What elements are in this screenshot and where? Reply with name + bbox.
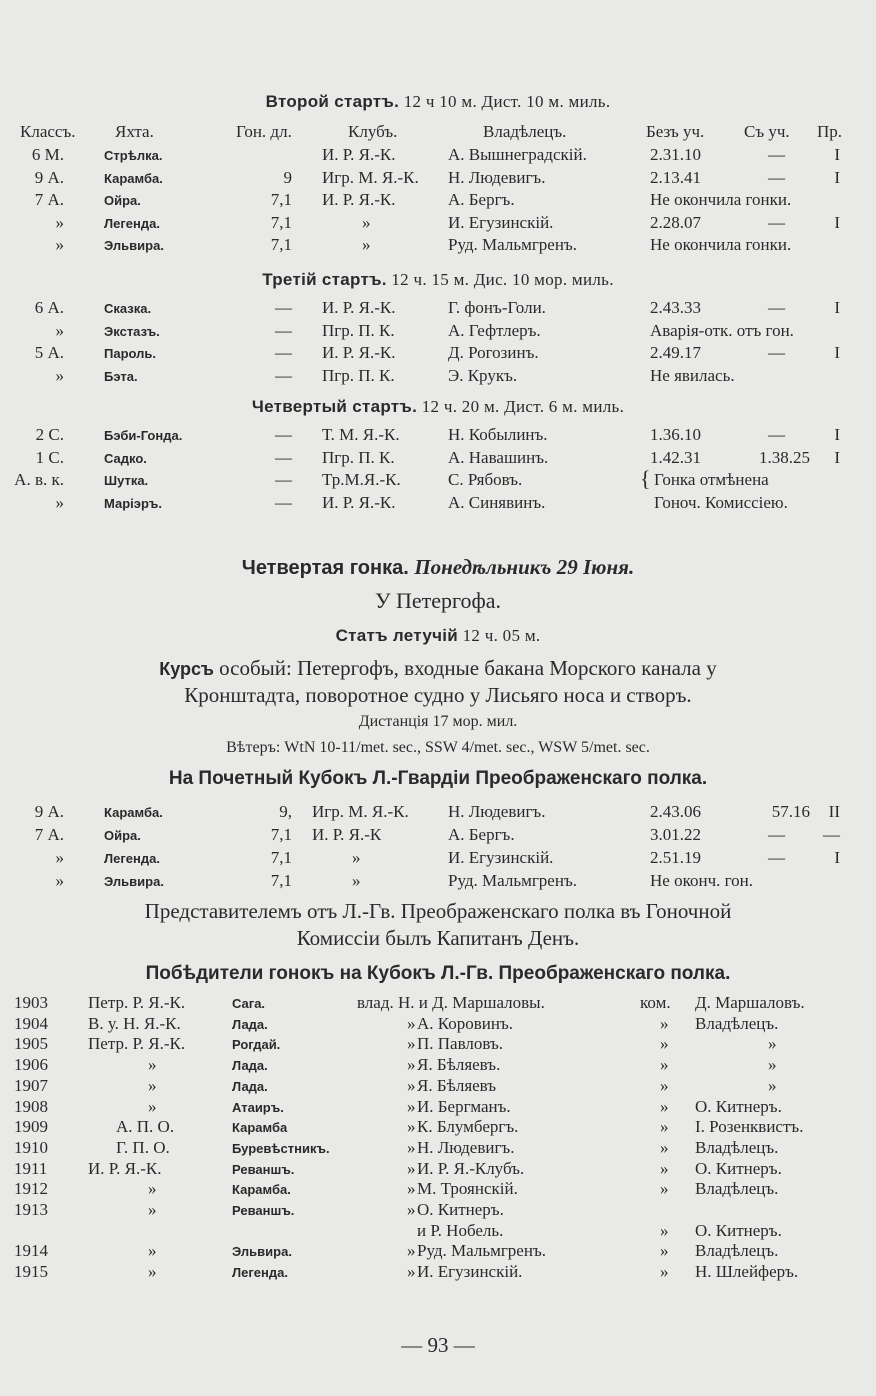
yacht-cell: Легенда.	[104, 215, 160, 231]
wind-conditions: Вѣтеръ: WtN 10-11/met. sec., SSW 4/met. sec., WSW 5/met. sec.	[226, 739, 650, 756]
race-name: Четвертая гонка.	[241, 557, 409, 579]
place-cell: I	[834, 167, 840, 187]
place-cell: —	[823, 825, 840, 844]
col-time-corrected: Съ уч.	[744, 122, 790, 141]
class-cell: 6 А.	[34, 298, 64, 317]
owner-cell: Руд. Мальмгренъ.	[417, 1241, 546, 1261]
fourth-start-details: 12 ч. 20 м. Дист. 6 м. миль.	[417, 397, 625, 416]
winner-row	[0, 1034, 876, 1056]
club-cell: Пгр. П. К.	[322, 365, 395, 385]
club-cell: И. Р. Я.-К.	[322, 298, 396, 317]
ditto-cell: »	[407, 1096, 416, 1116]
owner-cell: Н. и Д. Маршаловы.	[398, 993, 545, 1012]
helm-cell: Владѣлецъ.	[695, 1179, 779, 1199]
time-corrected-cell: —	[768, 425, 785, 444]
time-uncorrected-cell: 2.43.06	[650, 802, 701, 821]
ditto-cell: »	[407, 1013, 416, 1033]
ditto-cell: »	[407, 1200, 416, 1219]
page-number: — 93 —	[401, 1333, 475, 1357]
year-cell: 1906	[14, 1055, 48, 1075]
year-cell: 1908	[14, 1096, 48, 1116]
time-uncorrected-cell: 2.28.07	[650, 212, 701, 232]
winners-title: Побѣдители гонокъ на Кубокъ Л.-Гв. Преображенскаго полка.	[145, 963, 731, 984]
table-row	[0, 466, 876, 492]
class-cell: 5 А.	[34, 343, 64, 362]
class-cell: »	[55, 871, 64, 890]
club-cell: »	[148, 1055, 157, 1075]
winner-row	[0, 1159, 876, 1181]
yacht-cell: Стрѣлка.	[104, 148, 163, 163]
time-uncorrected-cell: 2.13.41	[650, 167, 701, 187]
club-cell: И. Р. Я.-К.	[88, 1158, 162, 1178]
course-label: Курсъ	[159, 659, 214, 679]
time-corrected-cell: —	[768, 825, 785, 844]
ditto-cell: »	[407, 1262, 416, 1282]
yacht-cell: Лада.	[232, 1016, 268, 1032]
club-cell: И. Р. Я.-К	[312, 825, 382, 844]
winner-row	[0, 1055, 876, 1077]
table-row	[0, 493, 876, 515]
yacht-cell: Буревѣстникъ.	[232, 1140, 330, 1156]
winner-row	[0, 1076, 876, 1098]
length-cell: —	[275, 365, 292, 385]
owner-cell: Я. Бѣляевъ.	[417, 1055, 501, 1075]
club-cell: Пгр. П. К.	[322, 320, 395, 340]
ditto-cell: »	[660, 1262, 669, 1282]
year-cell: 1914	[14, 1241, 48, 1261]
year-cell: 1910	[14, 1137, 48, 1157]
start-label: Статъ летучій	[335, 626, 459, 645]
col-club: Клубъ.	[348, 122, 398, 141]
class-cell: »	[55, 235, 64, 254]
course-line-2: Кронштадта, поворотное судно у Лисьяго носа и створъ.	[184, 683, 692, 707]
club-cell: И. Р. Я.-К.	[322, 145, 396, 164]
time-uncorrected-cell: 2.43.33	[650, 298, 701, 317]
year-cell: 1911	[14, 1158, 48, 1178]
table-row	[0, 235, 876, 257]
yacht-cell: Карамба	[232, 1120, 288, 1136]
year-cell: 1907	[14, 1075, 48, 1095]
time-uncorrected-cell: 2.51.19	[650, 848, 701, 867]
ditto-cell: влад.	[357, 993, 394, 1012]
yacht-cell: Эльвира.	[104, 238, 164, 253]
club-cell: »	[148, 1262, 157, 1282]
place-cell: I	[834, 212, 840, 232]
ditto-cell: »	[660, 1075, 669, 1095]
time-uncorrected-cell: Гоноч. Комиссіею.	[654, 492, 788, 512]
length-cell: —	[275, 470, 292, 489]
yacht-cell: Экстазъ.	[104, 323, 160, 339]
owner-cell: И. Егузинскій.	[417, 1262, 523, 1282]
ditto-cell: »	[407, 1055, 416, 1075]
club-cell: Г. П. О.	[116, 1137, 170, 1157]
length-cell: —	[275, 492, 292, 512]
yacht-cell: Легенда.	[104, 851, 160, 866]
time-uncorrected-cell: 1.42.31	[650, 447, 701, 467]
class-cell: 1 С.	[35, 447, 64, 467]
owner-cell: и Р. Нобель.	[417, 1220, 504, 1240]
owner-cell: П. Павловъ.	[417, 1034, 504, 1054]
time-corrected-cell: —	[768, 848, 785, 867]
helm-cell: Д. Маршаловъ.	[695, 993, 805, 1012]
course-line-1	[0, 656, 876, 681]
race-location: У Петергофа.	[374, 588, 502, 613]
club-cell: »	[148, 1075, 157, 1095]
class-cell: 7 А.	[34, 190, 64, 209]
winner-row	[0, 1262, 876, 1284]
time-uncorrected-cell: 1.36.10	[650, 425, 701, 444]
owner-cell: Я. Бѣляевъ	[417, 1075, 497, 1095]
helm-cell: »	[768, 1055, 777, 1075]
yacht-cell: Маріэръ.	[104, 495, 162, 511]
table-row	[0, 145, 876, 167]
committee-note-1: Представителемъ отъ Л.-Гв. Преображенскаго полка въ Гоночной	[144, 899, 732, 923]
time-corrected-cell: 57.16	[771, 802, 810, 821]
time-corrected-cell: 1.38.25	[759, 447, 810, 467]
time-corrected-cell: —	[768, 343, 785, 362]
club-cell: И. Р. Я.-К.	[322, 343, 396, 362]
yacht-cell: Сага.	[232, 996, 266, 1011]
class-cell: А. в. к.	[14, 470, 64, 489]
helm-cell: »	[768, 1034, 777, 1054]
ditto-cell: »	[660, 1158, 669, 1178]
time-corrected-cell: —	[768, 212, 785, 232]
helm-cell: »	[768, 1075, 777, 1095]
class-cell: 2 С.	[35, 425, 64, 444]
class-cell: »	[55, 365, 64, 385]
place-cell: I	[834, 145, 840, 164]
time-corrected-cell: —	[768, 145, 785, 164]
yacht-cell: Ойра.	[104, 193, 141, 208]
place-cell: II	[828, 802, 840, 821]
ditto-cell: »	[407, 1158, 416, 1178]
yacht-cell: Лада.	[232, 1078, 268, 1094]
time-uncorrected-cell: 2.49.17	[650, 343, 701, 362]
club-cell: »	[148, 1096, 157, 1116]
col-place: Пр.	[817, 122, 843, 141]
ditto-cell: »	[660, 1241, 669, 1261]
club-cell: Тр.М.Я.-К.	[322, 470, 401, 489]
ditto-cell: »	[407, 1241, 416, 1261]
owner-cell: И. Р. Я.-Клубъ.	[417, 1158, 525, 1178]
table-row	[0, 825, 876, 847]
owner-cell: А. Вышнеградскій.	[448, 145, 587, 164]
club-cell: »	[352, 871, 361, 890]
committee-note-2: Комиссіи былъ Капитанъ Денъ.	[296, 926, 580, 950]
year-cell: 1903	[14, 993, 48, 1012]
owner-cell: И. Бергманъ.	[417, 1096, 511, 1116]
winner-row	[0, 1097, 876, 1119]
time-corrected-cell: —	[768, 298, 785, 317]
winner-row	[0, 1179, 876, 1201]
yacht-cell: Сказка.	[104, 301, 152, 316]
yacht-cell: Эльвира.	[104, 874, 164, 889]
ditto-cell: »	[407, 1117, 416, 1137]
length-cell: 7,1	[270, 848, 292, 867]
race-distance: Дистанція 17 мор. мил.	[358, 713, 518, 730]
owner-cell: Руд. Мальмгренъ.	[448, 235, 577, 254]
length-cell: 7,1	[270, 825, 292, 844]
winner-row	[0, 1117, 876, 1139]
helm-cell: Владѣлецъ.	[695, 1241, 779, 1261]
class-cell: »	[55, 848, 64, 867]
helm-cell: О. Китнеръ.	[695, 1220, 782, 1240]
winner-row	[0, 1138, 876, 1160]
owner-cell: Н. Кобылинъ.	[448, 425, 548, 444]
table-row	[0, 848, 876, 870]
ditto-cell: »	[660, 1137, 669, 1157]
helm-cell: О. Китнеръ.	[695, 1096, 782, 1116]
class-cell: 9 А.	[34, 167, 64, 187]
brace-decoration: {	[640, 466, 651, 491]
fourth-start-title: Четвертый стартъ.	[251, 397, 418, 416]
ditto-cell: »	[660, 1117, 669, 1137]
owner-cell: Н. Людевигъ.	[448, 167, 546, 187]
club-cell: А. П. О.	[116, 1117, 175, 1137]
start-value: 12 ч. 05 м.	[458, 626, 541, 645]
owner-cell: М. Троянскій.	[417, 1179, 518, 1199]
place-cell: I	[834, 343, 840, 362]
table-row	[0, 321, 876, 343]
race-date: Понедѣльникъ 29 Іюня.	[414, 555, 635, 579]
yacht-cell: Шутка.	[104, 473, 149, 488]
time-uncorrected-cell: Гонка отмѣнена	[654, 470, 769, 489]
time-uncorrected-cell: Не явилась.	[650, 365, 735, 385]
length-cell: —	[275, 343, 292, 362]
winner-row	[0, 1221, 876, 1243]
club-cell: »	[362, 235, 371, 254]
length-cell: —	[275, 425, 292, 444]
time-corrected-cell: —	[768, 167, 785, 187]
yacht-cell: Бэби-Гонда.	[104, 428, 183, 443]
yacht-cell: Атаиръ.	[232, 1099, 284, 1115]
owner-cell: Н. Людевигъ.	[448, 802, 546, 821]
ditto-cell: »	[407, 1034, 416, 1054]
ditto-cell: »	[407, 1075, 416, 1095]
winner-row	[0, 1241, 876, 1263]
club-cell: В. у. Н. Я.-К.	[88, 1013, 181, 1033]
owner-cell: О. Китнеръ.	[417, 1200, 504, 1219]
club-cell: И. Р. Я.-К.	[322, 492, 396, 512]
year-cell: 1912	[14, 1179, 48, 1199]
course-text-1: особый: Петергофъ, входные бакана Морского канала у	[213, 656, 717, 680]
club-cell: И. Р. Я.-К.	[322, 190, 396, 209]
club-cell: Т. М. Я.-К.	[322, 425, 400, 444]
length-cell: 9	[283, 167, 292, 187]
col-class: Классъ.	[20, 122, 76, 141]
place-cell: I	[834, 425, 840, 444]
yacht-cell: Легенда.	[232, 1265, 288, 1281]
length-cell: —	[275, 320, 292, 340]
winner-row	[0, 1014, 876, 1036]
table-row	[0, 343, 876, 365]
club-cell: Игр. М. Я.-К.	[312, 802, 409, 821]
helm-cell: О. Китнеръ.	[695, 1158, 782, 1178]
place-cell: I	[834, 848, 840, 867]
year-cell: 1905	[14, 1034, 48, 1054]
third-start-heading	[0, 270, 876, 290]
owner-cell: А. Бергъ.	[448, 190, 515, 209]
col-time-uncorrected: Безъ уч.	[646, 122, 705, 141]
yacht-cell: Пароль.	[104, 346, 156, 361]
owner-cell: А. Навашинъ.	[448, 447, 549, 467]
club-cell: »	[148, 1179, 157, 1199]
year-cell: 1913	[14, 1200, 48, 1219]
table-row	[0, 213, 876, 235]
helm-cell: Владѣлецъ.	[695, 1013, 779, 1033]
table-row	[0, 802, 876, 824]
third-start-details: 12 ч. 15 м. Дис. 10 мор. миль.	[386, 270, 614, 289]
yacht-cell: Лада.	[232, 1058, 268, 1074]
club-cell: »	[362, 212, 371, 232]
club-cell: Петр. Р. Я.-К.	[88, 993, 186, 1012]
table-row	[0, 871, 876, 893]
time-uncorrected-cell: 2.31.10	[650, 145, 701, 164]
yacht-cell: Карамба.	[232, 1182, 291, 1198]
table-row	[0, 425, 876, 447]
owner-cell: Э. Крукъ.	[448, 365, 518, 385]
col-yacht: Яхта.	[115, 122, 154, 141]
length-cell: 7,1	[270, 212, 292, 232]
club-cell: Петр. Р. Я.-К.	[88, 1034, 186, 1054]
length-cell: 7,1	[270, 190, 292, 209]
class-cell: »	[55, 320, 64, 340]
place-cell: I	[834, 447, 840, 467]
table-header	[0, 122, 876, 144]
yacht-cell: Садко.	[104, 450, 147, 466]
length-cell: 7,1	[270, 871, 292, 890]
yacht-cell: Карамба.	[104, 805, 163, 820]
ditto-cell: »	[660, 1096, 669, 1116]
length-cell: 9,	[279, 802, 292, 821]
class-cell: »	[55, 492, 64, 512]
ditto-cell: »	[407, 1137, 416, 1157]
fourth-race-title	[0, 555, 876, 580]
ditto-cell: »	[660, 1013, 669, 1033]
class-cell: 6 М.	[31, 145, 64, 164]
length-cell: —	[275, 447, 292, 467]
owner-cell: Н. Людевигъ.	[417, 1137, 515, 1157]
year-cell: 1904	[14, 1013, 48, 1033]
third-start-title: Третій стартъ.	[262, 270, 387, 289]
time-uncorrected-cell: Не окончила гонки.	[650, 235, 792, 254]
helm-cell: Владѣлецъ.	[695, 1137, 779, 1157]
year-cell: 1915	[14, 1262, 48, 1282]
time-uncorrected-cell: 3.01.22	[650, 825, 701, 844]
owner-cell: Руд. Мальмгренъ.	[448, 871, 577, 890]
yacht-cell: Ойра.	[104, 828, 141, 843]
ditto-cell: »	[660, 1179, 669, 1199]
time-uncorrected-cell: Не оконч. гон.	[650, 871, 754, 890]
fourth-start-heading	[0, 397, 876, 417]
owner-cell: А. Бергъ.	[448, 825, 515, 844]
class-cell: »	[55, 212, 64, 232]
yacht-cell: Рогдай.	[232, 1037, 281, 1053]
helm-cell: Н. Шлейферъ.	[695, 1262, 799, 1282]
year-cell: 1909	[14, 1117, 48, 1137]
owner-cell: А. Коровинъ.	[417, 1013, 514, 1033]
ditto-cell: »	[407, 1179, 416, 1199]
table-row	[0, 168, 876, 190]
club-cell: »	[148, 1200, 157, 1219]
club-cell: Игр. М. Я.-К.	[322, 167, 419, 187]
club-cell: »	[148, 1241, 157, 1261]
col-length: Гон. дл.	[236, 122, 292, 141]
time-uncorrected-cell: Аварія-отк. отъ гон.	[650, 320, 794, 340]
yacht-cell: Эльвира.	[232, 1244, 292, 1260]
yacht-cell: Реваншъ.	[232, 1161, 295, 1177]
club-cell: »	[352, 848, 361, 867]
length-cell: —	[275, 298, 292, 317]
class-cell: 9 А.	[34, 802, 64, 821]
yacht-cell: Реваншъ.	[232, 1203, 295, 1218]
table-row	[0, 366, 876, 388]
cup-title: На Почетный Кубокъ Л.-Гвардіи Преображенскаго полка.	[168, 768, 708, 789]
owner-cell: Г. фонъ-Голи.	[448, 298, 546, 317]
col-owner: Владѣлецъ.	[483, 122, 567, 141]
winner-row	[0, 1200, 876, 1222]
ditto-cell: ком.	[640, 993, 671, 1012]
club-cell: Пгр. П. К.	[322, 447, 395, 467]
start-time	[0, 626, 876, 646]
helm-cell: І. Розенквистъ.	[695, 1117, 804, 1137]
ditto-cell: »	[660, 1220, 669, 1240]
owner-cell: И. Егузинскій.	[448, 212, 554, 232]
owner-cell: А. Синявинъ.	[448, 492, 546, 512]
table-row	[0, 190, 876, 212]
owner-cell: А. Гефтлеръ.	[448, 320, 541, 340]
yacht-cell: Карамба.	[104, 170, 163, 186]
owner-cell: И. Егузинскій.	[448, 848, 554, 867]
yacht-cell: Бэта.	[104, 368, 138, 384]
time-uncorrected-cell: Не окончила гонки.	[650, 190, 792, 209]
owner-cell: К. Блумбергъ.	[417, 1117, 519, 1137]
table-row	[0, 448, 876, 470]
table-row	[0, 298, 876, 320]
length-cell: 7,1	[270, 235, 292, 254]
class-cell: 7 А.	[34, 825, 64, 844]
ditto-cell: »	[660, 1034, 669, 1054]
place-cell: I	[834, 298, 840, 317]
ditto-cell: »	[660, 1055, 669, 1075]
second-start-details: 12 ч 10 м. Дист. 10 м. миль.	[399, 92, 611, 111]
winner-row	[0, 993, 876, 1015]
second-start-title: Второй стартъ.	[265, 92, 400, 111]
owner-cell: Д. Рогозинъ.	[448, 343, 539, 362]
owner-cell: С. Рябовъ.	[448, 470, 523, 489]
second-start-heading	[0, 92, 876, 112]
